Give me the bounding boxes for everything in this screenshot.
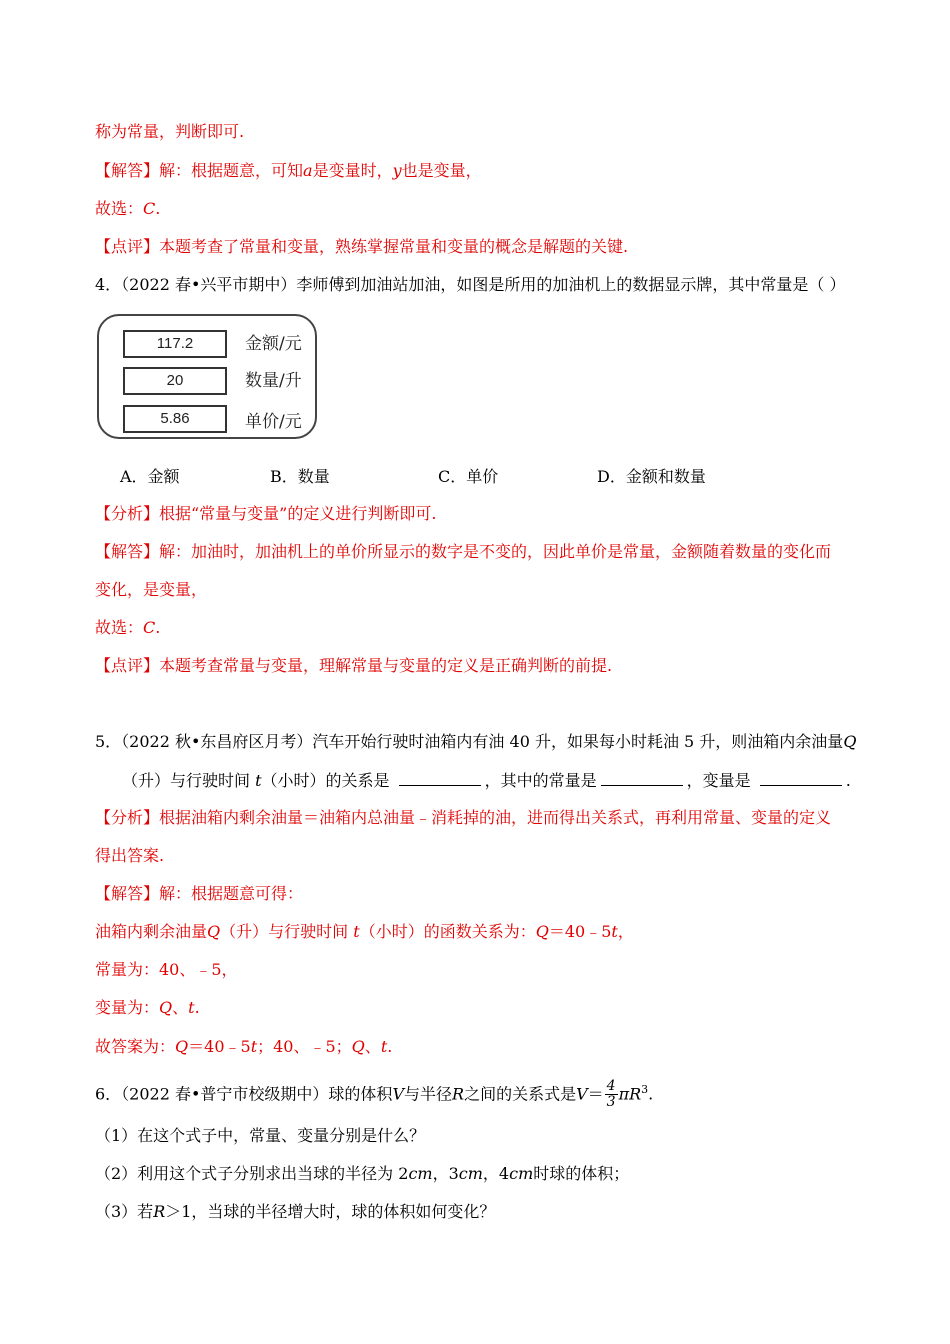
q4-option-b[interactable]: B．数量	[270, 467, 330, 486]
choice-prefix: 故选：	[95, 618, 144, 637]
var-t: t	[380, 1037, 388, 1056]
q4-answer-line2	[95, 579, 207, 601]
formula-text: ＝40﹣5	[188, 1037, 251, 1056]
q4-option-a[interactable]: A．金额	[120, 467, 180, 486]
answer-text: 也是变量，	[401, 161, 482, 180]
q4-analysis-text: 【分析】根据“常量与变量”的定义进行判断即可.	[95, 504, 437, 523]
q5-answer-text: 【解答】解：根据题意可得：	[95, 884, 304, 903]
unit-cm: cm	[509, 1164, 534, 1183]
q4-option-d[interactable]: D．金额和数量	[597, 467, 706, 486]
q6-part2-text: （2）利用这个式子分别求出当球的半径为 2	[95, 1164, 409, 1183]
formula-exponent: 3	[641, 1083, 649, 1096]
punct: 、	[364, 1037, 381, 1056]
q4-option-c[interactable]: C．单价	[438, 467, 499, 486]
prior-text-line	[95, 121, 244, 143]
q5-analysis-text: 【分析】根据油箱内剩余油量＝油箱内总油量﹣消耗掉的油，进而得出关系式，再利用常量、变量的定义	[95, 808, 832, 827]
var-Q: Q	[207, 922, 221, 941]
answer-text: 【解答】解：根据题意，可知	[95, 161, 304, 180]
q4-comment	[95, 655, 612, 677]
q5-analysis-text: 得出答案.	[95, 846, 165, 865]
q4-answer-text: 【解答】解：加油时，加油机上的单价所显示的数字是不变的，因此单价是常量，金额随着数量的变化而	[95, 542, 832, 561]
q5-relation-line	[95, 921, 634, 943]
meter-quantity-label: 数量/升	[245, 371, 302, 391]
formula-fraction	[605, 1079, 618, 1110]
q6-part2	[95, 1163, 629, 1185]
q6-part3	[95, 1201, 495, 1223]
q6-part3-text: ＞1，当球的半径增大时，球的体积如何变化？	[165, 1202, 496, 1221]
q6-stem-text: 6．（2022 春•普宁市校级期中）球的体积	[95, 1084, 393, 1104]
prior-answer-line	[95, 160, 482, 182]
q6-stem-text: 与半径	[404, 1084, 453, 1104]
q5-stem-text: ，其中的常量是	[484, 771, 597, 790]
var-Q: Q	[843, 732, 857, 751]
q5-answer-head	[95, 883, 303, 905]
answer-text: 是变量时，	[312, 161, 393, 180]
unit-cm: cm	[408, 1164, 433, 1183]
var-a: a	[303, 161, 313, 180]
choice-end: .	[155, 618, 161, 637]
q4-answer-text: 变化，是变量，	[95, 580, 208, 599]
formula-eq: ＝	[587, 1084, 604, 1104]
fraction-numerator: 4	[606, 1078, 616, 1095]
choice-prefix: 故选：	[95, 199, 144, 218]
fraction-denominator: 3	[606, 1094, 616, 1111]
var-t: t	[250, 1037, 258, 1056]
q5-variables-line	[95, 997, 200, 1019]
q5-final-line	[95, 1036, 392, 1058]
punct: ，	[617, 922, 634, 941]
meter-price-label: 单价/元	[245, 412, 302, 432]
punct: 、	[172, 998, 189, 1017]
q5-analysis-line2	[95, 845, 164, 867]
punct: .	[194, 998, 200, 1017]
prior-comment-line	[95, 236, 628, 258]
meter-amount-box: 117.2	[123, 330, 227, 358]
q5-stem-text: ，变量是	[686, 771, 751, 790]
var-Q: Q	[175, 1037, 189, 1056]
q6-part2-text: 时球的体积；	[533, 1164, 630, 1183]
var-t: t	[188, 998, 195, 1017]
q5-stem-line1	[95, 731, 856, 753]
q5-analysis-line1	[95, 807, 831, 829]
q5-stem-text: （升）与行驶时间	[122, 771, 251, 790]
q5-stem-line2	[122, 770, 851, 792]
meter-quantity-box: 20	[123, 367, 227, 395]
var-y: y	[392, 161, 402, 180]
var-t: t	[353, 922, 360, 941]
choice-end: .	[155, 199, 161, 218]
q4-stem	[95, 274, 846, 296]
var-R: R	[452, 1084, 465, 1104]
var-t: t	[255, 771, 262, 790]
var-Q: Q	[159, 998, 173, 1017]
punct: .	[387, 1037, 393, 1056]
choice-letter: C	[143, 618, 156, 637]
unit-cm: cm	[458, 1164, 483, 1183]
q6-part2-text: ，3	[432, 1164, 459, 1183]
q4-stem-text: 4．（2022 春•兴平市期中）李师傅到加油站加油，如图是所用的加油机上的数据显示牌，其中常量是（ ）	[95, 275, 846, 294]
q4-comment-text: 【点评】本题考查常量与变量，理解常量与变量的定义是正确判断的前提.	[95, 656, 613, 675]
q4-answer-line1	[95, 541, 831, 563]
answer-blank-relation[interactable]	[399, 771, 481, 786]
var-Q: Q	[535, 922, 549, 941]
q5-final-text: 故答案为：	[95, 1037, 176, 1056]
answer-blank-variable[interactable]	[760, 771, 842, 786]
punct: .	[648, 1084, 654, 1104]
formula-pi-R: πR	[618, 1084, 642, 1104]
formula-V: V	[576, 1084, 588, 1104]
q5-stem-text: （小时）的关系是	[261, 771, 390, 790]
q5-stem-text: 5．（2022 秋•东昌府区月考）汽车开始行驶时油箱内有油 40 升，如果每小时耗油 5 升，则油箱内余油量	[95, 732, 844, 751]
comment-text: 【点评】本题考查了常量和变量，熟练掌握常量和变量的概念是解题的关键.	[95, 237, 629, 256]
q6-part2-text: ，4	[482, 1164, 510, 1183]
q4-analysis	[95, 503, 436, 525]
q6-stem	[95, 1074, 653, 1110]
var-t: t	[611, 922, 618, 941]
prior-choice-line	[95, 198, 160, 220]
var-Q: Q	[351, 1037, 365, 1056]
q5-answer-text: （小时）的函数关系为：	[359, 922, 536, 941]
q5-constants-line	[95, 959, 238, 981]
q5-stem-text: .	[845, 771, 851, 790]
q5-variables-text: 变量为：	[95, 998, 160, 1017]
q4-choice-line	[95, 617, 160, 639]
answer-blank-constant[interactable]	[601, 771, 683, 786]
fuel-meter-display	[97, 314, 317, 439]
q5-answer-text: （升）与行驶时间	[220, 922, 349, 941]
q5-answer-text: 油箱内剩余油量	[95, 922, 208, 941]
q6-part3-text: （3）若	[95, 1202, 154, 1221]
prior-text: 称为常量，判断即可.	[95, 122, 245, 141]
q6-stem-text: 之间的关系式是	[464, 1084, 577, 1104]
q5-constants-text: 常量为：40、﹣5，	[95, 960, 238, 979]
choice-letter: C	[143, 199, 156, 218]
var-R: R	[153, 1202, 166, 1221]
meter-price-box: 5.86	[123, 405, 227, 433]
var-V: V	[392, 1084, 404, 1104]
q5-final-text: ；40、﹣5；	[257, 1037, 352, 1056]
formula-text: ＝40﹣5	[548, 922, 612, 941]
q6-part1-text: （1）在这个式子中，常量、变量分别是什么？	[95, 1126, 426, 1145]
q6-part1	[95, 1125, 425, 1147]
meter-amount-label: 金额/元	[245, 334, 302, 354]
